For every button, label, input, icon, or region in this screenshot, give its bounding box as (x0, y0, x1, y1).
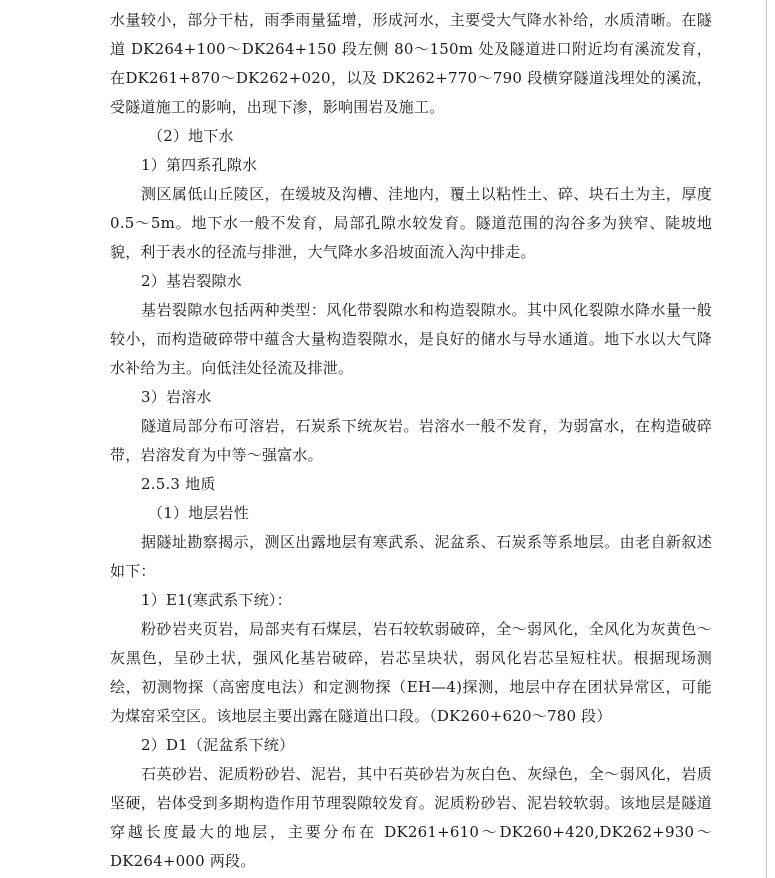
paragraph-stratum-overview: 据隧址勘察揭示，测区出露地层有寒武系、泥盆系、石炭系等系地层。由老自新叙述如下： (110, 533, 712, 580)
section-heading-geology: 2.5.3 地质 (141, 475, 216, 493)
paragraph-karst-water: 隧道局部分布可溶岩，石炭系下统灰岩。岩溶水一般不发育，为弱富水，在构造破碎带，岩溶发育为中等～强富水。 (110, 417, 712, 464)
heading-quaternary-pore-water: 1）第四系孔隙水 (141, 156, 258, 174)
heading-karst-water: 3）岩溶水 (141, 388, 212, 406)
heading-bedrock-fissure-water: 2）基岩裂隙水 (141, 272, 242, 290)
paragraph-cambrian-lower: 粉砂岩夹页岩，局部夹有石煤层，岩石较软弱破碎，全～弱风化，全风化为灰黄色～灰黑色，呈砂土状，强风化基岩破碎，岩芯呈块状，弱风化岩芯呈短柱状。根据现场测绘，初测物探（高密度电法）和定测物探（EH—4)探测，地层中存在团状异常区，可能为煤窑采空区。该地层主要出露在隧道出口段。（DK260+620～780 段） (110, 620, 712, 725)
heading-cambrian-lower: 1）E1(寒武系下统）： (141, 591, 292, 609)
page-edge-line (766, 0, 767, 878)
heading-stratum-lithology: （1）地层岩性 (148, 504, 249, 522)
paragraph-quaternary-pore-water: 测区属低山丘陵区，在缓坡及沟槽、洼地内，覆土以粘性土、碎、块石土为主，厚度 0.5～5m。地下水一般不发育，局部孔隙水较发育。隧道范围的沟谷多为狭窄、陡坡地貌，利于表水的径流与排泄，大气降水多沿坡面流入沟中排走。 (110, 185, 712, 261)
document-body (110, 6, 712, 876)
paragraph-bedrock-fissure-water: 基岩裂隙水包括两种类型：风化带裂隙水和构造裂隙水。其中风化裂隙水降水量一般较小，而构造破碎带中蕴含大量构造裂隙水，是良好的储水与导水通道。地下水以大气降水补给为主。向低洼处径流及排泄。 (110, 301, 712, 377)
heading-groundwater: （2）地下水 (148, 127, 234, 145)
paragraph-surface-water-continued: 水量较小，部分干枯，雨季雨量猛增，形成河水，主要受大气降水补给，水质清晰。在隧道 DK264+100～DK264+150 段左侧 80～150m 处及隧道进口附近均有溪流发育，在DK261+870～DK262+020，以及 DK262+770～790 段横穿隧道浅埋处的溪流，受隧道施工的影响，出现下渗，影响围岩及施工。 (110, 11, 712, 116)
heading-devonian-lower: 2）D1（泥盆系下统） (141, 736, 295, 754)
paragraph-devonian-lower: 石英砂岩、泥质粉砂岩、泥岩，其中石英砂岩为灰白色、灰绿色，全～弱风化，岩质坚硬，岩体受到多期构造作用节理裂隙较发育。泥质粉砂岩、泥岩较软弱。该地层是隧道穿越长度最大的地层，主要分布在 DK261+610～DK260+420,DK262+930～DK264+000 两段。 (110, 765, 712, 870)
